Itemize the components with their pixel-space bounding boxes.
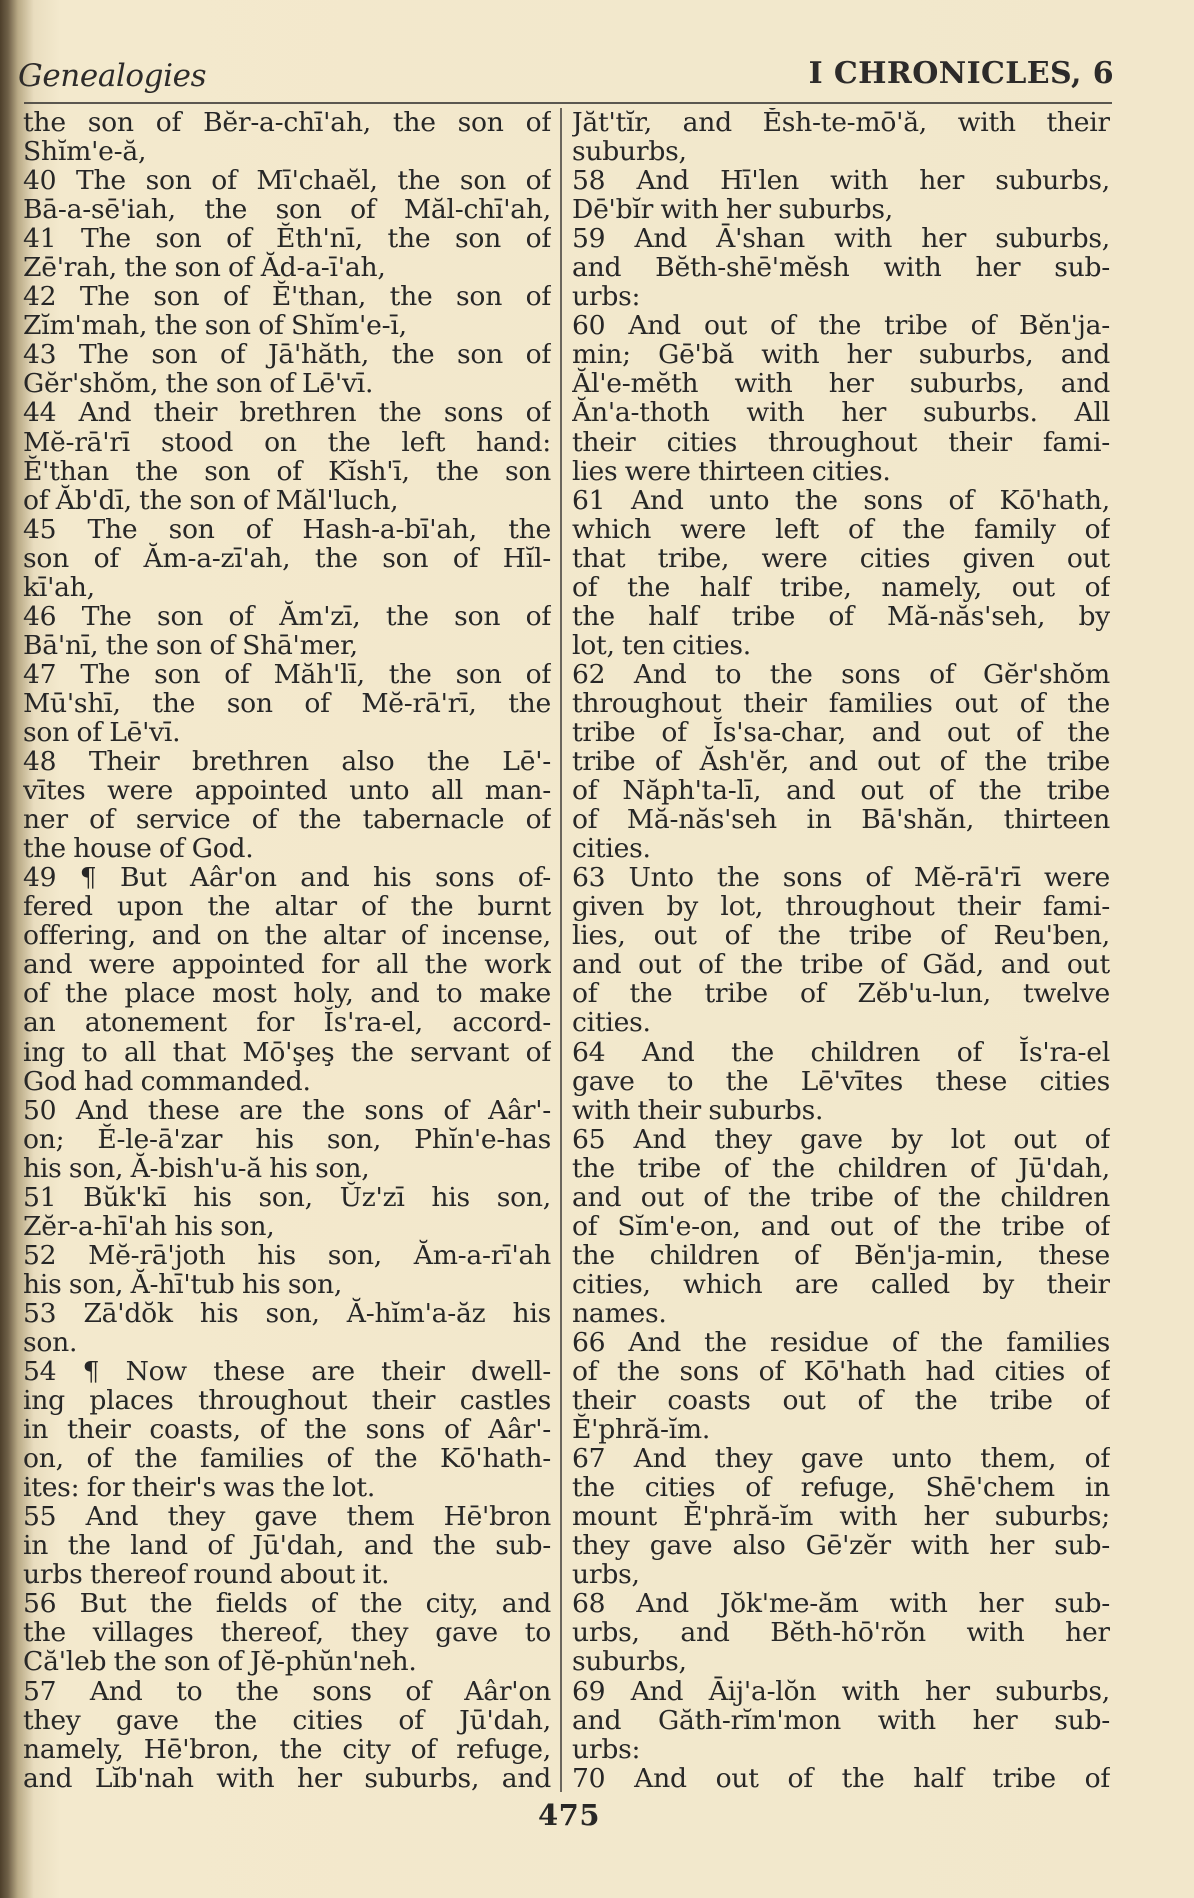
text-line: 54 ¶ Now these are their dwell- <box>23 1356 551 1388</box>
text-line: of the half tribe, namely, out of <box>572 571 1110 603</box>
text-line: tribe of Ĭs'sa-char, and out of the <box>572 716 1110 748</box>
text-line: Mū'shī, the son of Mĕ-rā'rī, the <box>23 687 551 719</box>
text-line: they gave also Gē'zĕr with her sub- <box>572 1530 1110 1562</box>
text-line: Zĭm'mah, the son of Shĭm'e-ī, <box>23 310 407 342</box>
text-line: vītes were appointed unto all man- <box>23 775 551 807</box>
text-line: 69 And Āij'a-lŏn with her suburbs, <box>572 1675 1110 1707</box>
text-line: of the sons of Kō'hath had cities of <box>572 1356 1110 1388</box>
text-line: in their coasts, of the sons of Aâr'- <box>23 1414 551 1446</box>
text-line: ing to all that Mō'şeş the servant of <box>23 1036 551 1068</box>
text-line: 50 And these are the sons of Aâr'- <box>23 1094 551 1126</box>
text-line: 46 The son of Ăm'zī, the son of <box>23 600 551 632</box>
text-line: 67 And they gave unto them, of <box>572 1443 1110 1475</box>
text-line: 68 And Jŏk'me-ăm with her sub- <box>572 1588 1110 1620</box>
text-line: 52 Mĕ-rā'joth his son, Ăm-a-rī'ah <box>23 1239 551 1271</box>
text-line: cities, which are called by their <box>572 1268 1110 1300</box>
text-line: lies were thirteen cities. <box>572 455 891 487</box>
text-line: lot, ten cities. <box>572 629 751 661</box>
text-line: Zē'rah, the son of Ăd-a-ī'ah, <box>23 252 386 284</box>
text-line: 41 The son of Ĕth'nī, the son of <box>23 223 551 255</box>
text-line: the house of God. <box>23 833 254 865</box>
text-line: with their suburbs. <box>572 1094 824 1126</box>
text-line: God had commanded. <box>23 1065 311 1097</box>
text-line: offering, and on the altar of incense, <box>23 920 551 952</box>
text-line: 65 And they gave by lot out of <box>572 1123 1110 1155</box>
text-line: which were left of the family of <box>572 513 1110 545</box>
text-line: Zĕr-a-hī'ah his son, <box>23 1210 275 1242</box>
text-line: 56 But the fields of the city, and <box>23 1588 551 1620</box>
column-divider <box>560 108 562 1792</box>
text-line: of Mă-năs'seh in Bā'shăn, thirteen <box>572 804 1110 836</box>
text-line: of Sĭm'e-on, and out of the tribe of <box>572 1210 1110 1242</box>
text-line: 42 The son of Ĕ'than, the son of <box>23 281 551 313</box>
text-line: fered upon the altar of the burnt <box>23 891 551 923</box>
text-line: of the place most holy, and to make <box>23 978 551 1010</box>
text-line: names. <box>572 1297 667 1329</box>
text-line: the cities of refuge, Shē'chem in <box>572 1472 1110 1504</box>
section-running-head: Genealogies <box>18 58 207 94</box>
text-line: 66 And the residue of the families <box>572 1326 1110 1358</box>
text-line: 48 Their brethren also the Lē'- <box>23 746 551 778</box>
text-line: urbs, <box>572 1559 640 1591</box>
text-line: 45 The son of Hash-a-bī'ah, the <box>23 513 551 545</box>
text-line: 43 The son of Jā'hăth, the son of <box>23 339 551 371</box>
text-line: 57 And to the sons of Aâr'on <box>23 1675 551 1707</box>
text-line: his son, Ă-hī'tub his son, <box>23 1268 343 1300</box>
text-line: on, of the families of the Kō'hath- <box>23 1443 551 1475</box>
text-line: 63 Unto the sons of Mĕ-rā'rī were <box>572 862 1110 894</box>
text-line: 49 ¶ But Aâr'on and his sons of- <box>23 862 551 894</box>
text-line: of Năph'ta-lī, and out of the tribe <box>572 775 1110 807</box>
text-line: urbs: <box>572 1733 641 1765</box>
text-line: 47 The son of Măh'lī, the son of <box>23 658 551 690</box>
text-line: throughout their families out of the <box>572 687 1110 719</box>
text-line: their cities throughout their fami- <box>572 426 1110 458</box>
text-line: suburbs, <box>572 1646 687 1678</box>
text-line: mount Ĕ'phră-ĭm with her suburbs; <box>572 1501 1110 1533</box>
text-line: ing places throughout their castles <box>23 1385 551 1417</box>
text-line: ner of service of the tabernacle of <box>23 804 551 836</box>
text-line: 60 And out of the tribe of Bĕn'ja- <box>572 310 1110 342</box>
text-line: on; Ĕ-le-ā'zar his son, Phĭn'e-has <box>23 1123 551 1155</box>
text-line: they gave the cities of Jū'dah, <box>23 1704 551 1736</box>
text-line: Mĕ-rā'rī stood on the left hand: <box>23 426 551 458</box>
text-line: 64 And the children of Ĭs'ra-el <box>572 1036 1110 1068</box>
text-line: ites: for their's was the lot. <box>23 1472 376 1504</box>
text-line: gave to the Lē'vītes these cities <box>572 1065 1110 1097</box>
text-line: Ăn'a-thoth with her suburbs. All <box>572 397 1110 429</box>
text-line: Că'leb the son of Jĕ-phŭn'neh. <box>23 1646 417 1678</box>
text-line: the villages thereof, they gave to <box>23 1617 551 1649</box>
text-line: and Bĕth-shē'mĕsh with her sub- <box>572 252 1110 284</box>
text-line: and Găth-rĭm'mon with her sub- <box>572 1704 1110 1736</box>
text-line: given by lot, throughout their fami- <box>572 891 1110 923</box>
text-line: 62 And to the sons of Gĕr'shŏm <box>572 658 1110 690</box>
text-line: urbs, and Bĕth-hō'rŏn with her <box>572 1617 1110 1649</box>
text-line: son of Lē'vī. <box>23 716 181 748</box>
text-line: their coasts out of the tribe of <box>572 1385 1110 1417</box>
text-line: Dē'bĭr with her suburbs, <box>572 194 893 226</box>
text-line: Jăt'tĭr, and Ĕsh-te-mō'ă, with their <box>572 108 1110 138</box>
text-line: tribe of Ăsh'ĕr, and out of the tribe <box>572 746 1110 778</box>
text-line: 70 And out of the half tribe of <box>572 1762 1110 1794</box>
text-line: Bā'nī, the son of Shā'mer, <box>23 629 358 661</box>
text-line: his son, Ă-bish'u-ă his son, <box>23 1152 370 1184</box>
right-text-column <box>572 108 1110 1794</box>
text-line: 51 Bŭk'kī his son, Ŭz'zī his son, <box>23 1181 551 1213</box>
text-line: 58 And Hī'len with her suburbs, <box>572 165 1110 197</box>
text-line: Ĕ'phră-ĭm. <box>572 1414 711 1446</box>
text-line: 59 And Ā'shan with her suburbs, <box>572 223 1110 255</box>
text-line: and Lĭb'nah with her suburbs, and <box>23 1762 551 1794</box>
text-line: of the tribe of Zĕb'u-lun, twelve <box>572 978 1110 1010</box>
text-line: cities. <box>572 1007 651 1039</box>
text-line: and out of the tribe of the children <box>572 1181 1110 1213</box>
left-text-column <box>23 108 551 1794</box>
text-line: that tribe, were cities given out <box>572 542 1110 574</box>
text-line: min; Gē'bă with her suburbs, and <box>572 339 1110 371</box>
text-line: Bā-a-sē'iah, the son of Măl-chī'ah, <box>23 194 551 226</box>
text-line: namely, Hē'bron, the city of refuge, <box>23 1733 551 1765</box>
text-line: and out of the tribe of Găd, and out <box>572 949 1110 981</box>
text-line: of Ăb'dī, the son of Măl'luch, <box>23 484 399 516</box>
text-line: lies, out of the tribe of Reu'ben, <box>572 920 1110 952</box>
text-line: son of Ăm-a-zī'ah, the son of Hĭl- <box>23 542 551 574</box>
text-line: the son of Bĕr-a-chī'ah, the son of <box>23 108 551 138</box>
text-line: Shĭm'e-ă, <box>23 136 147 168</box>
text-line: 55 And they gave them Hē'bron <box>23 1501 551 1533</box>
text-line: the tribe of the children of Jū'dah, <box>572 1152 1110 1184</box>
text-line: kī'ah, <box>23 571 95 603</box>
text-line: urbs thereof round about it. <box>23 1559 390 1591</box>
page-header <box>18 52 1114 92</box>
text-line: the half tribe of Mă-năs'seh, by <box>572 600 1110 632</box>
text-line: son. <box>23 1326 78 1358</box>
text-line: and were appointed for all the work <box>23 949 551 981</box>
text-line: urbs: <box>572 281 641 313</box>
text-line: an atonement for Ĭs'ra-el, accord- <box>23 1007 551 1039</box>
text-line: 40 The son of Mī'chaĕl, the son of <box>23 165 551 197</box>
text-line: Gĕr'shŏm, the son of Lē'vī. <box>23 368 374 400</box>
text-line: 53 Zā'dŏk his son, Ă-hĭm'a-ăz his <box>23 1297 551 1329</box>
text-line: the children of Bĕn'ja-min, these <box>572 1239 1110 1271</box>
text-line: cities. <box>572 833 651 865</box>
text-line: in the land of Jū'dah, and the sub- <box>23 1530 551 1562</box>
book-running-head: I CHRONICLES, 6 <box>808 56 1114 91</box>
text-line: 44 And their brethren the sons of <box>23 397 551 429</box>
text-line: Ĕ'than the son of Kĭsh'ī, the son <box>23 455 551 487</box>
page-number: 475 <box>537 1798 601 1832</box>
header-rule <box>24 102 1112 104</box>
text-line: Ăl'e-mĕth with her suburbs, and <box>572 368 1110 400</box>
text-line: suburbs, <box>572 136 687 168</box>
text-line: 61 And unto the sons of Kō'hath, <box>572 484 1110 516</box>
